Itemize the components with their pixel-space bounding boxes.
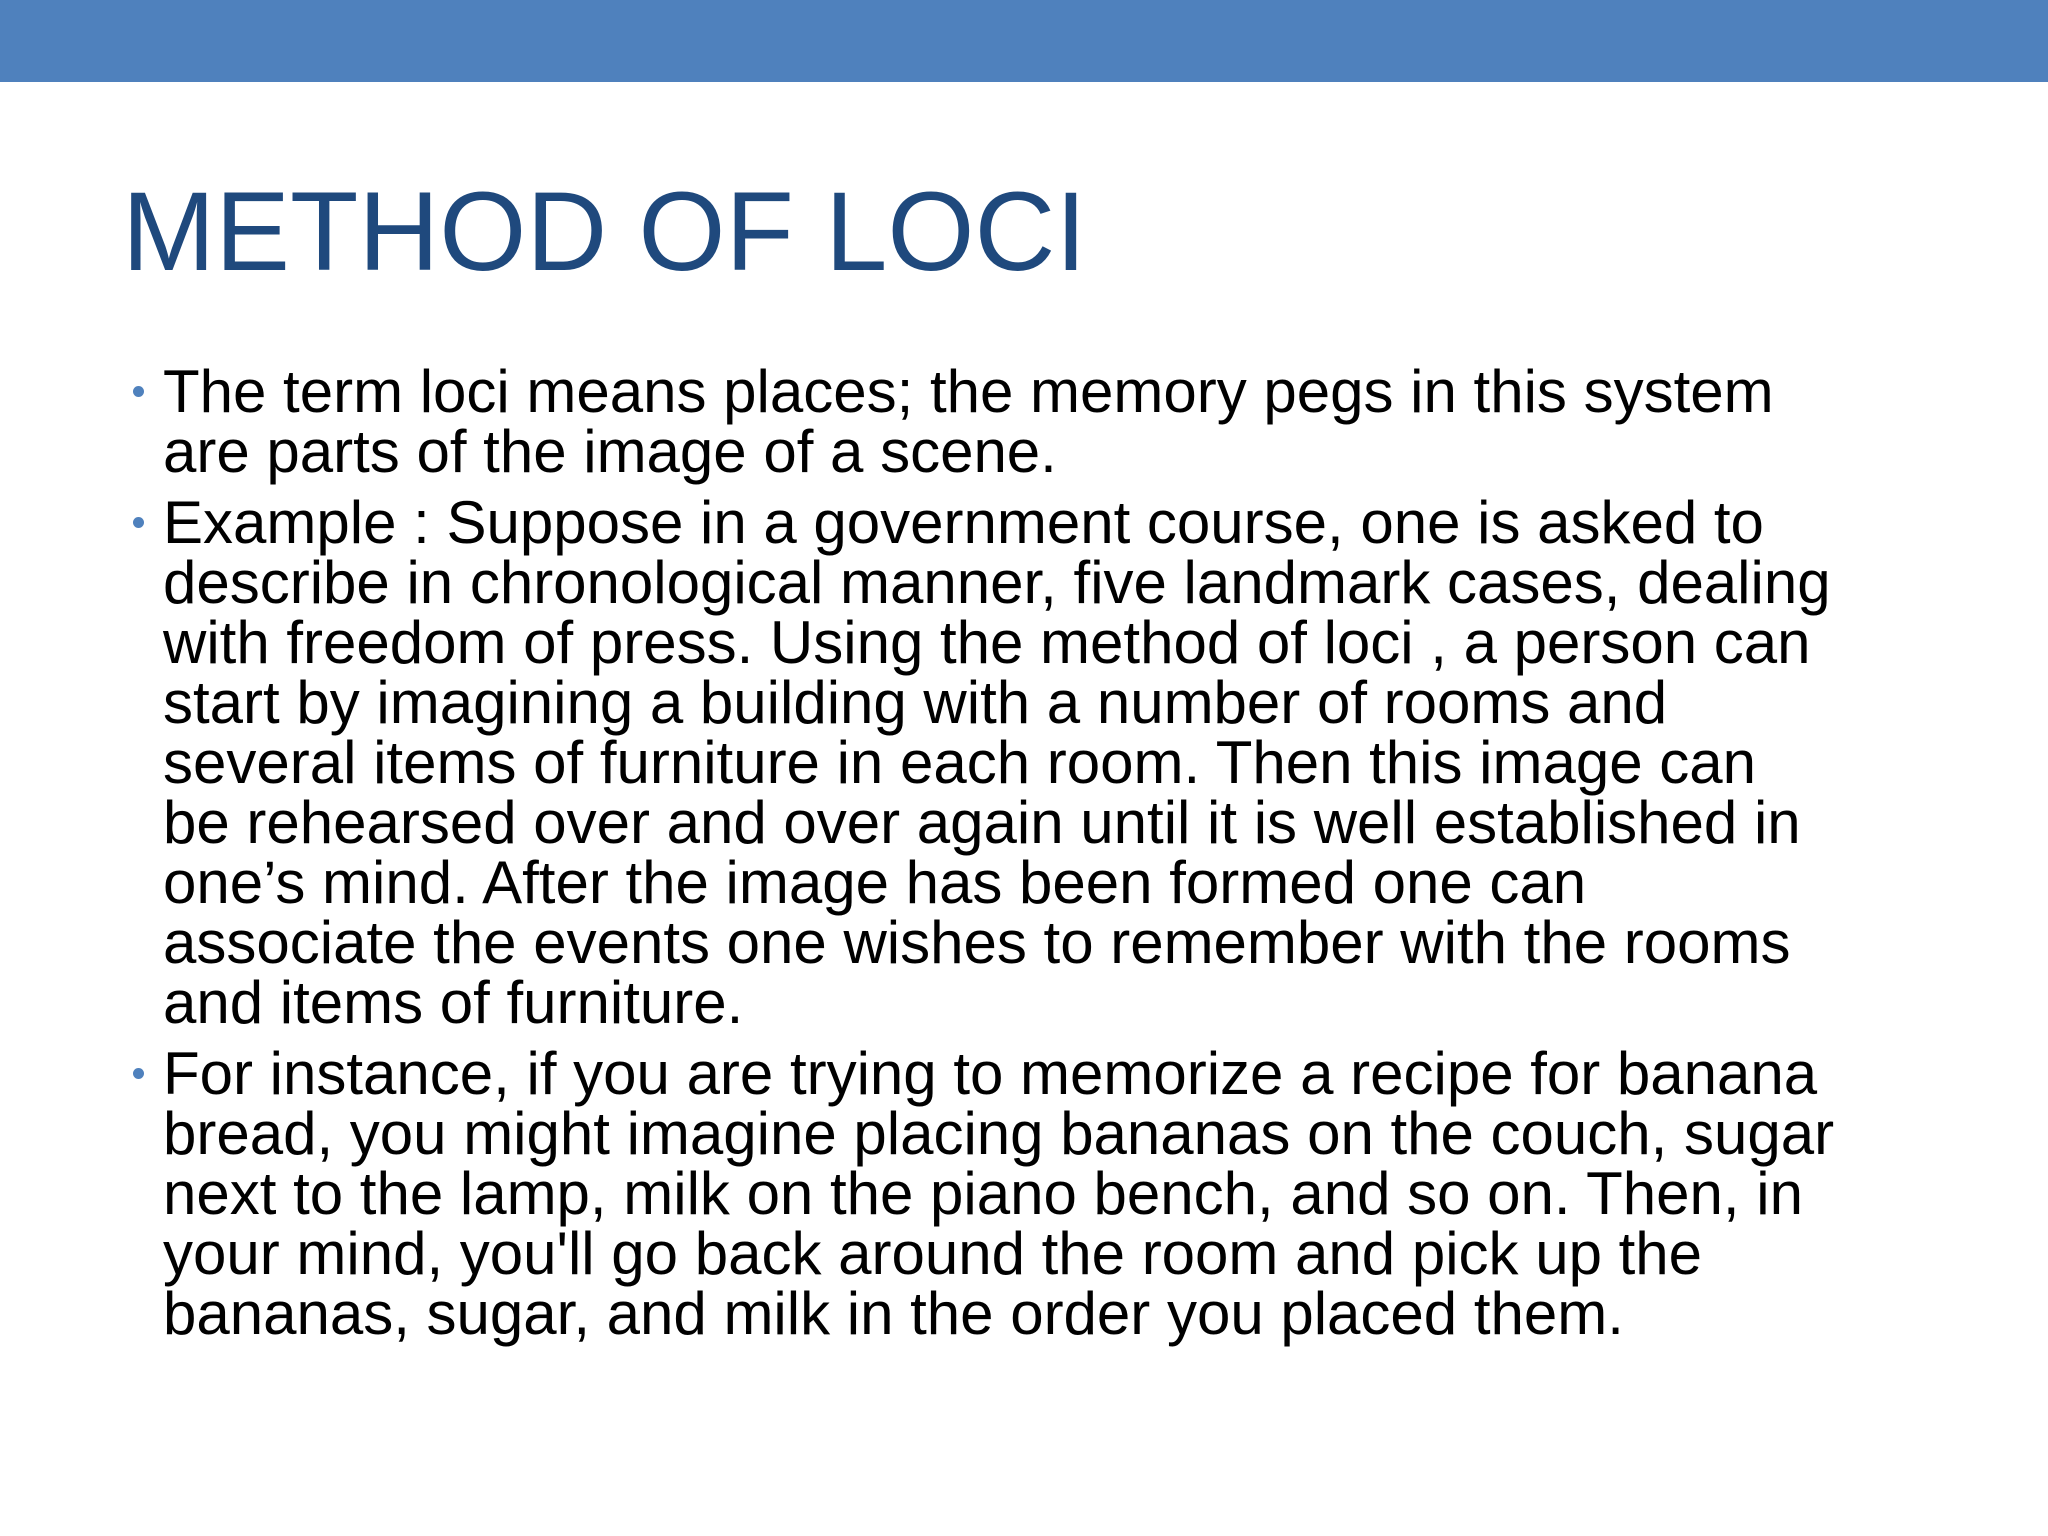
text-line: next to the lamp, milk on the piano bench, and so on. Then, in — [163, 1160, 1803, 1227]
text-line: your mind, you'll go back around the room and pick up the — [163, 1220, 1703, 1287]
bullet-text — [163, 358, 1923, 485]
text-line: one’s mind. After the image has been formed one can — [163, 849, 1587, 916]
text-line: start by imagining a building with a number of rooms and — [163, 669, 1668, 736]
text-line: associate the events one wishes to remember with the rooms — [163, 909, 1791, 976]
bullet-dot-icon — [133, 517, 144, 528]
text-line: The term loci means places; the memory pegs in this system — [163, 358, 1774, 425]
text-line: bread, you might imagine placing bananas on the couch, sugar — [163, 1100, 1835, 1167]
text-line: Example : Suppose in a government course, one is asked to — [163, 489, 1764, 556]
text-line: are parts of the image of a scene. — [163, 418, 1057, 485]
bullet-text — [163, 1040, 1923, 1347]
text-line: be rehearsed over and over again until it is well established in — [163, 789, 1801, 856]
text-line: For instance, if you are trying to memorize a recipe for banana — [163, 1040, 1818, 1107]
text-line: with freedom of press. Using the method of loci , a person can — [163, 609, 1811, 676]
bullet-list — [0, 358, 2048, 1355]
bullet-item-instance — [0, 1040, 1923, 1347]
text-line: and items of furniture. — [163, 969, 744, 1036]
text-line: bananas, sugar, and milk in the order you placed them. — [163, 1280, 1624, 1347]
top-accent-bar — [0, 0, 2048, 82]
text-line: describe in chronological manner, five landmark cases, dealing — [163, 549, 1831, 616]
bullet-dot-icon — [133, 1068, 144, 1079]
bullet-item-example — [0, 489, 1923, 1036]
bullet-item-definition — [0, 358, 1923, 485]
slide-title: METHOD OF LOCI — [122, 169, 1087, 294]
bullet-text — [163, 489, 1923, 1036]
text-line: several items of furniture in each room. Then this image can — [163, 729, 1756, 796]
bullet-dot-icon — [133, 386, 144, 397]
